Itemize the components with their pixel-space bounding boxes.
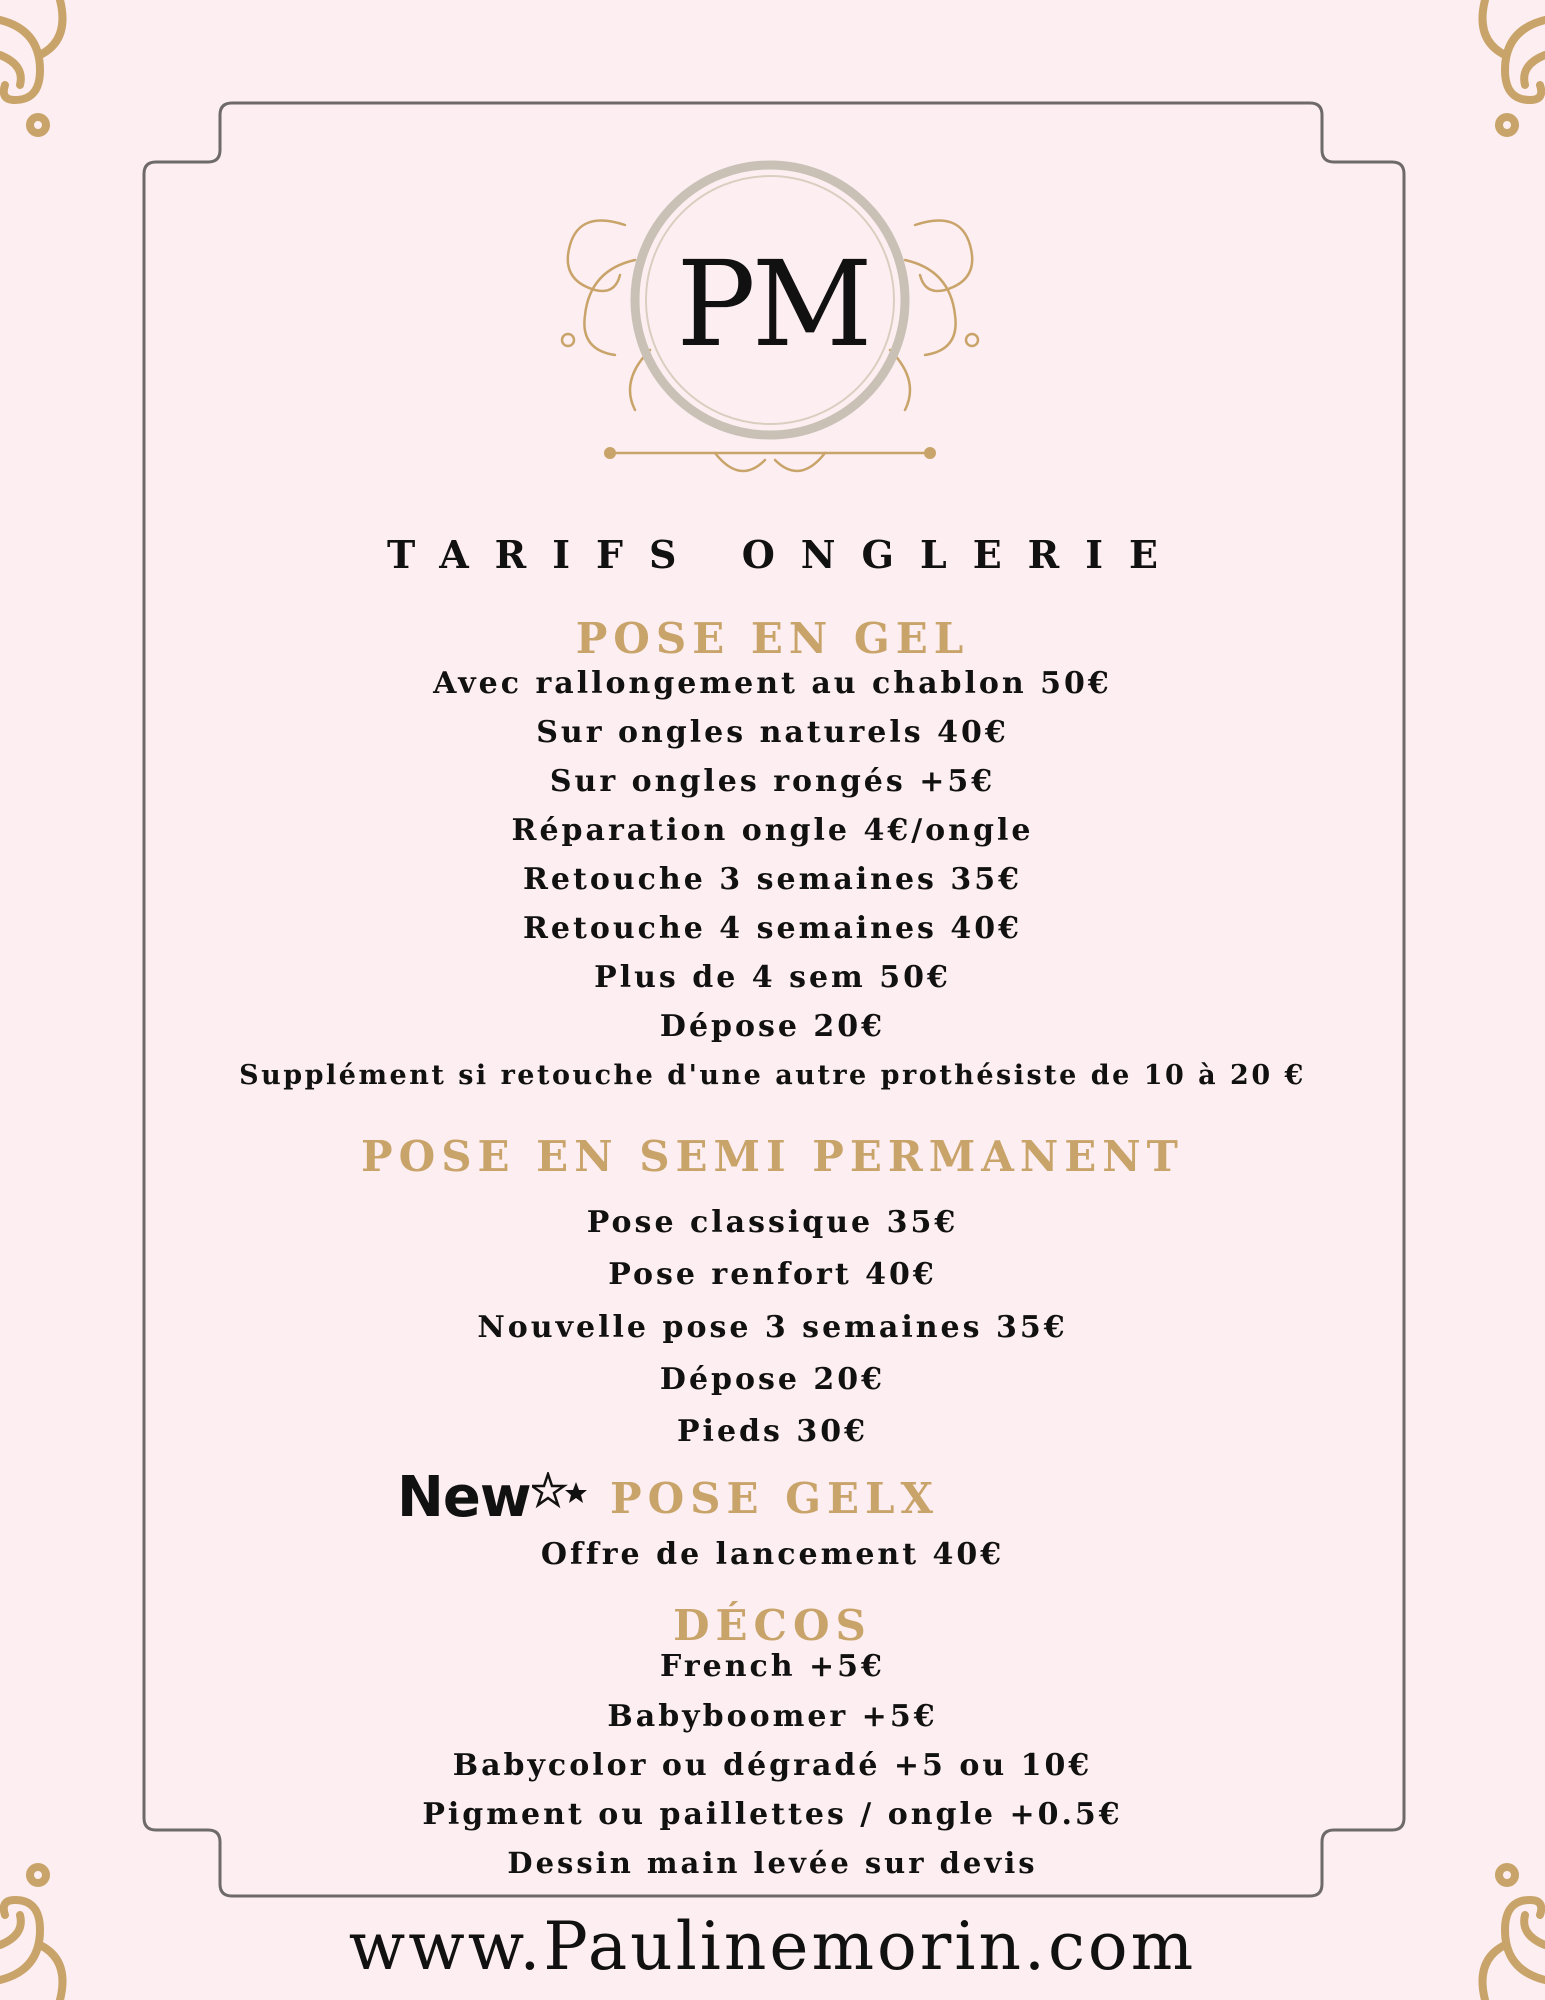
price-item: Réparation ongle 4€/ongle <box>511 813 1034 848</box>
stars-icon <box>532 1472 588 1512</box>
price-item: Supplément si retouche d'une autre prothésiste de 10 à 20 € <box>239 1060 1306 1091</box>
price-item: Pieds 30€ <box>677 1414 868 1449</box>
price-item: Plus de 4 sem 50€ <box>594 960 951 995</box>
page-title: TARIFS ONGLERIE <box>387 532 1184 577</box>
price-item: Pose renfort 40€ <box>608 1257 937 1292</box>
price-item: Dépose 20€ <box>659 1362 886 1397</box>
section-title-gelx: POSE GELX <box>610 1474 940 1523</box>
price-item: Avec rallongement au chablon 50€ <box>433 666 1112 701</box>
price-item: Offre de lancement 40€ <box>540 1537 1005 1572</box>
price-item: Retouche 3 semaines 35€ <box>522 862 1023 897</box>
price-item: Babycolor ou dégradé +5 ou 10€ <box>452 1748 1093 1783</box>
price-item: Dépose 20€ <box>659 1009 886 1044</box>
new-badge: New <box>397 1465 531 1530</box>
section-title-gel: POSE EN GEL <box>575 614 970 663</box>
price-item: Sur ongles rongés +5€ <box>549 764 996 799</box>
website-link[interactable]: www.Paulinemorin.com <box>348 1908 1197 1985</box>
corner-ornament-icon <box>1395 0 1545 150</box>
price-item: Pose classique 35€ <box>586 1205 959 1240</box>
price-item: Nouvelle pose 3 semaines 35€ <box>477 1310 1068 1345</box>
logo-monogram: PM <box>676 235 869 373</box>
price-item: Retouche 4 semaines 40€ <box>522 911 1023 946</box>
corner-ornament-icon <box>0 0 150 150</box>
price-item: Sur ongles naturels 40€ <box>536 715 1009 750</box>
price-item: Babyboomer +5€ <box>607 1699 938 1734</box>
section-title-decos: DÉCOS <box>673 1601 872 1650</box>
section-title-semi: POSE EN SEMI PERMANENT <box>361 1132 1184 1181</box>
price-item: Dessin main levée sur devis <box>507 1846 1038 1880</box>
price-item: Pigment ou paillettes / ongle +0.5€ <box>422 1797 1123 1832</box>
price-item: French +5€ <box>660 1649 885 1684</box>
